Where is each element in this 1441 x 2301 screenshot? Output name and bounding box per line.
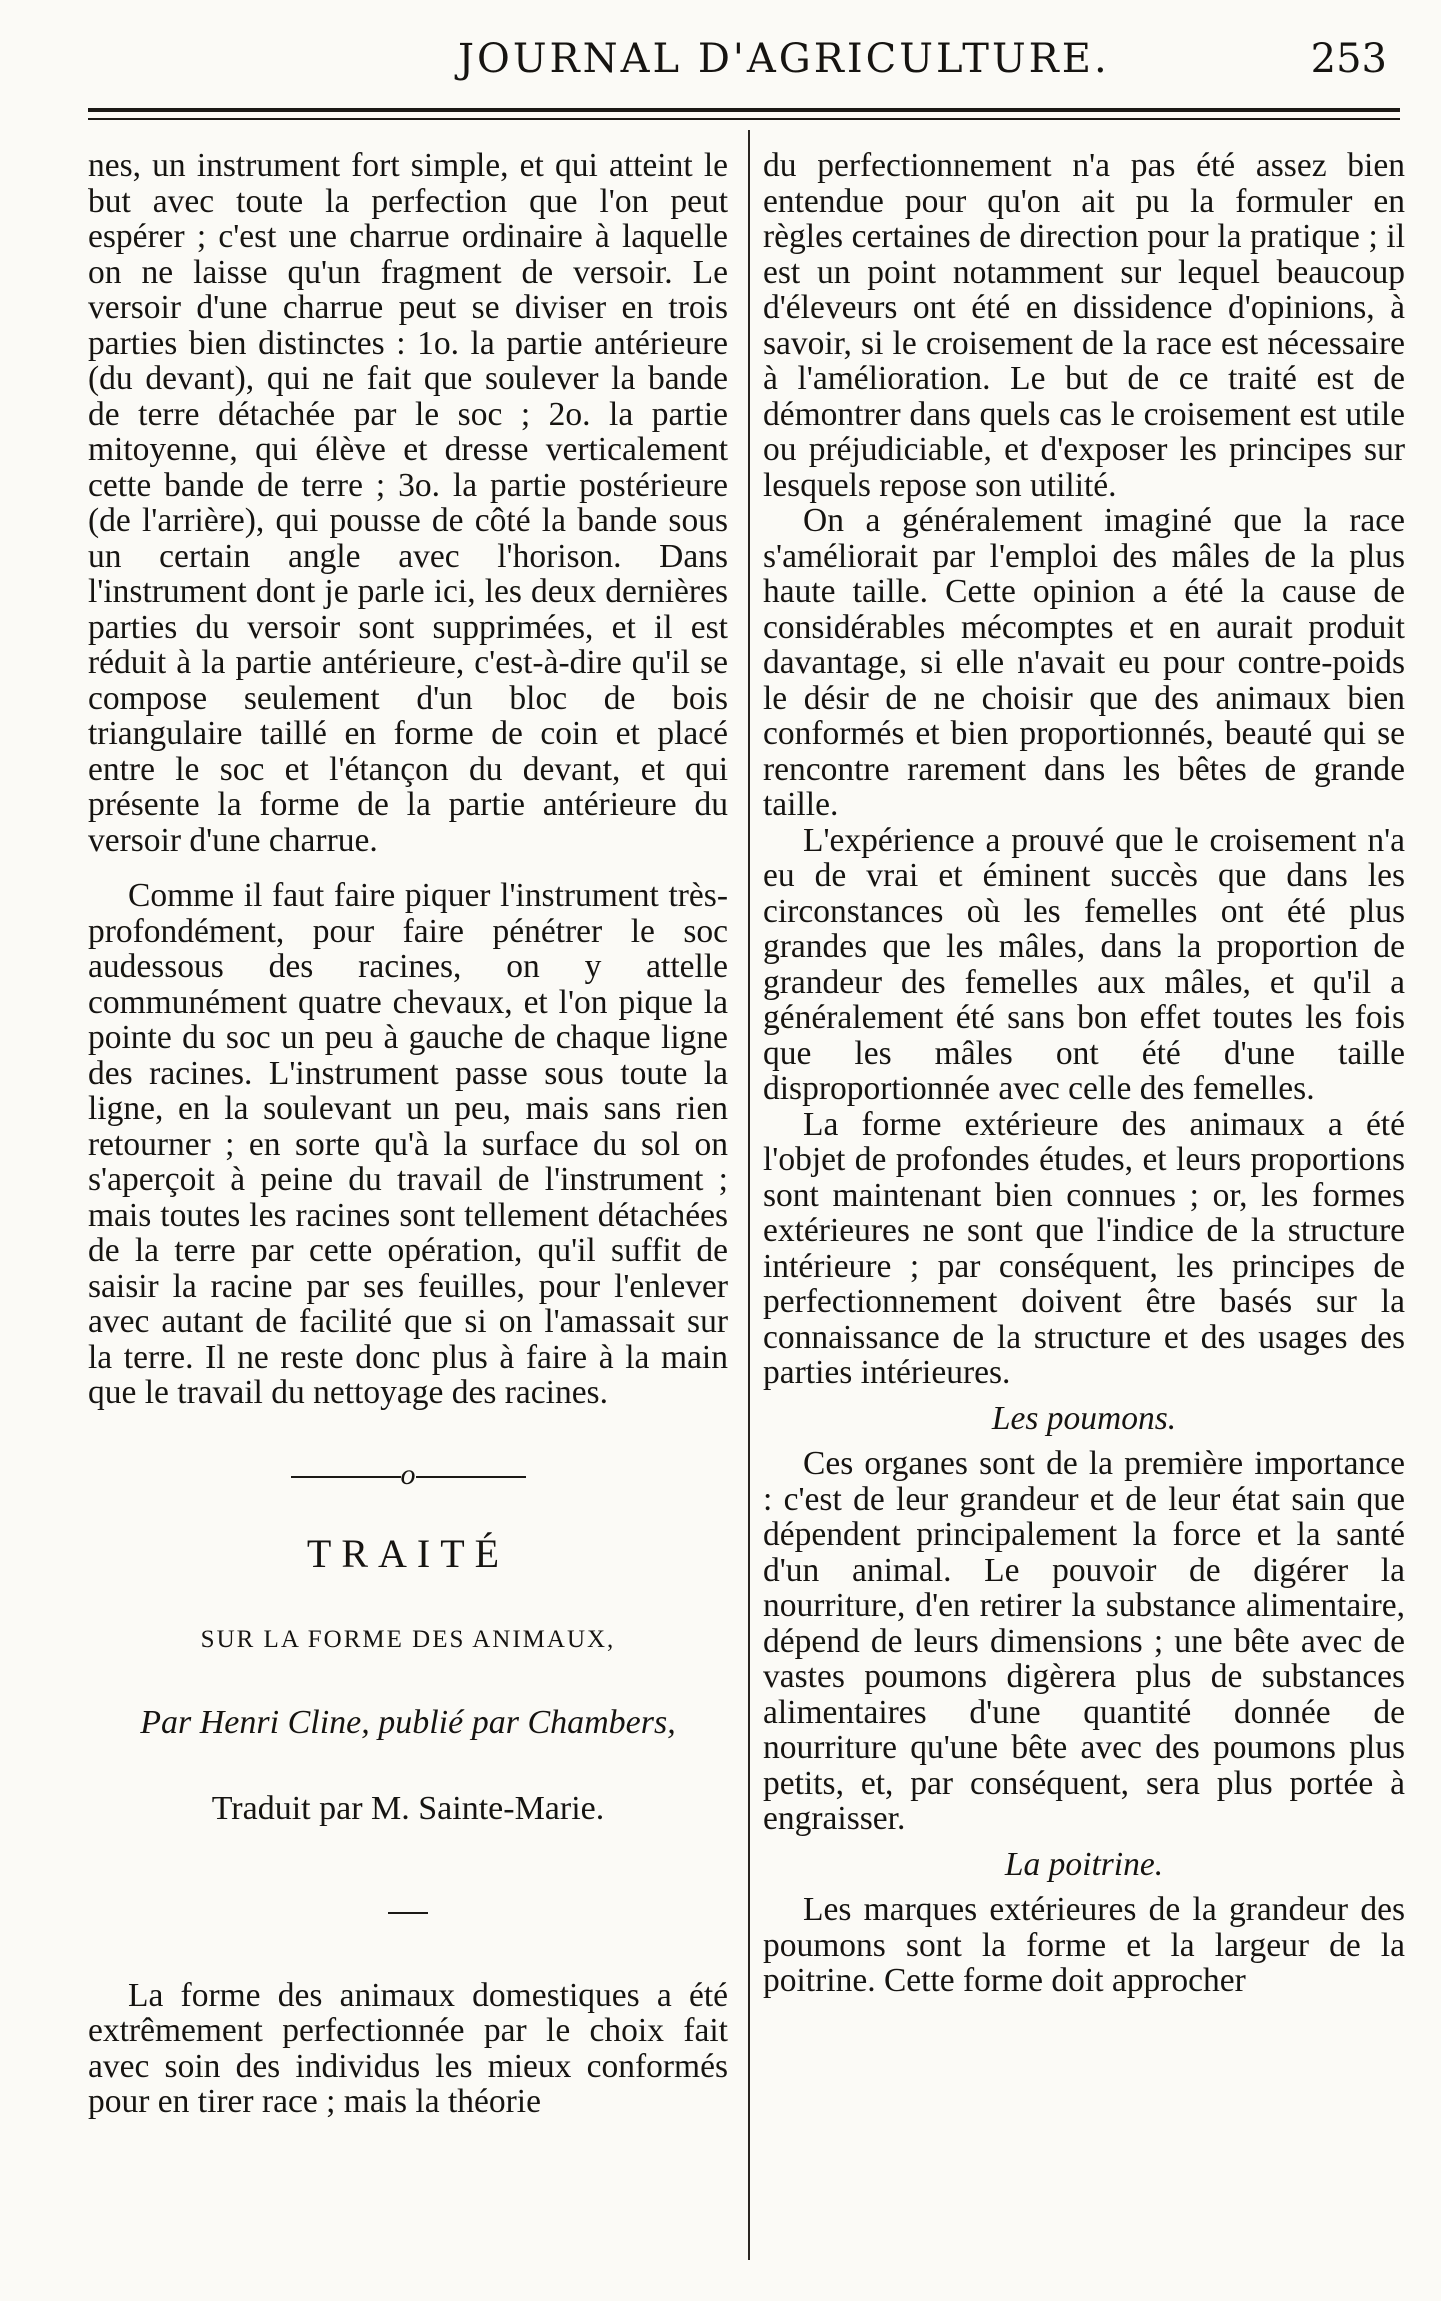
column-divider [748,130,750,2260]
left-paragraph-2: Comme il faut faire piquer l'instrument très-profondément, pour faire pénétrer le soc audessous des racines, on y attelle communément quatre chevaux, et l'on pique la pointe du soc un peu à gauche de chaque ligne des racines. L'instrument passe sous toute la ligne, en la soulevant un peu, mais sans rien retourner ; en sorte qu'à la surface du sol on s'aperçoit à peine du travail de l'instrument ; mais toutes les racines sont tellement détachées de la terre par cette opération, qu'il suffit de saisir la racine par ses feuilles, pour l'enlever avec autant de facilité que si on l'amassait sur la terre. Il ne reste donc plus à faire à la main que le travail du nettoyage des racines. [88,877,728,1411]
article-translator: Traduit par M. Sainte-Marie. [211,1789,605,1827]
header-rule-thick [88,108,1400,112]
section-separator [88,1457,728,1493]
right-paragraph-1: du perfectionnement n'a pas été assez bien entendue pour qu'on ait pu la formuler en règles certaines de direction pour la pratique ; il est un point notamment sur lequel beaucoup d'éleveurs ont été en dissidence d'opinions, à savoir, si le croisement de la race est nécessaire à l'amélioration. Le but de ce traité est de démontrer dans quels cas le croisement est utile ou préjudiciable, et d'exposer les principes sur lesquels repose son utilité. [763,147,1405,504]
subheading-lungs: Les poumons. [991,1399,1177,1437]
left-paragraph-1: nes, un instrument fort simple, et qui atteint le but avec toute la perfection que l'on peut espérer ; c'est une charrue ordinaire à laquelle on ne laisse qu'un fragment de versoir. Le versoir d'une charrue peut se diviser en trois parties bien distinctes : 1o. la partie antérieure (du devant), qui ne fait que soulever la bande de terre détachée par le soc ; 2o. la partie mitoyenne, qui élève et dresse verticalement cette bande de terre ; 3o. la partie postérieure (de l'arrière), qui pousse de côté la bande sous un certain angle avec l'horison. Dans l'instrument dont je parle ici, les deux dernières parties du versoir sont supprimées, et il est réduit à la partie antérieure, c'est-à-dire qu'il se compose seulement d'un bloc de bois triangulaire taillé en forme de coin et placé entre le soc et l'étançon du devant, et qui présente la forme de la partie antérieure du versoir d'une charrue. [88,147,728,859]
left-paragraph-3: La forme des animaux domestiques a été extrêmement perfectionnée par le choix fait avec soin des individus les mieux conformés pour en tirer race ; mais la théorie [88,1976,728,2120]
running-title: JOURNAL D'AGRICULTURE. [458,36,1110,82]
right-paragraph-4: La forme extérieure des animaux a été l'objet de profondes études, et leurs proportions sont maintenant bien connues ; or, les formes extérieures ne sont que l'indice de la structure intérieure ; par conséquent, les principes de perfectionnement doivent être basés sur la connaissance de la structure et des usages des parties intérieures. [763,1105,1405,1391]
header-rule-thin [88,118,1400,120]
separator-mark: o [400,1457,416,1491]
right-paragraph-6: Les marques extérieures de la grandeur des poumons sont la forme et la largeur de la poitrine. Cette forme doit approcher [763,1891,1405,1999]
right-paragraph-3: L'expérience a prouvé que le croisement n'a eu de vrai et éminent succès que dans les circonstances où les femelles ont été plus grandes que les mâles, dans la proportion de grandeur des femelles aux mâles, et qu'il a généralement été sans bon effet toutes les fois que les mâles ont été d'une taille disproportionnée avec celle des femelles. [763,821,1405,1107]
page-number: 253 [1310,36,1387,82]
right-paragraph-5: Ces organes sont de la première importance : c'est de leur grandeur et de leur état sain que dépendent principalement la force et la santé d'un animal. Le pouvoir de digérer la nourriture, d'en retirer la substance alimentaire, dépend de leurs dimensions ; une bête avec de vastes poumons digèrera plus de substances alimentaires d'une quantité donnée de nourriture qu'une bête avec des poumons plus petits, et, par conséquent, sera plus portée à engraisser. [763,1445,1405,1837]
left-column [88,148,728,2120]
right-column [763,148,1405,1999]
short-rule [88,1886,728,1922]
article-author: Par Henri Cline, publié par Chambers, [140,1704,676,1741]
subheading-chest: La poitrine. [1004,1845,1164,1883]
article-subtitle: SUR LA FORME DES ANIMAUX, [200,1625,616,1653]
page-header [88,28,1401,88]
article-title: TRAITÉ [306,1531,510,1576]
right-paragraph-2: On a généralement imaginé que la race s'améliorait par l'emploi des mâles de la plus haute taille. Cette opinion a été la cause de considérables mécomptes et en aurait produit davantage, si elle n'avait eu pour contre-poids le désir de ne choisir que des animaux bien conformés et bien proportionnés, beauté qui se rencontre rarement dans les bêtes de grande taille. [763,502,1405,823]
